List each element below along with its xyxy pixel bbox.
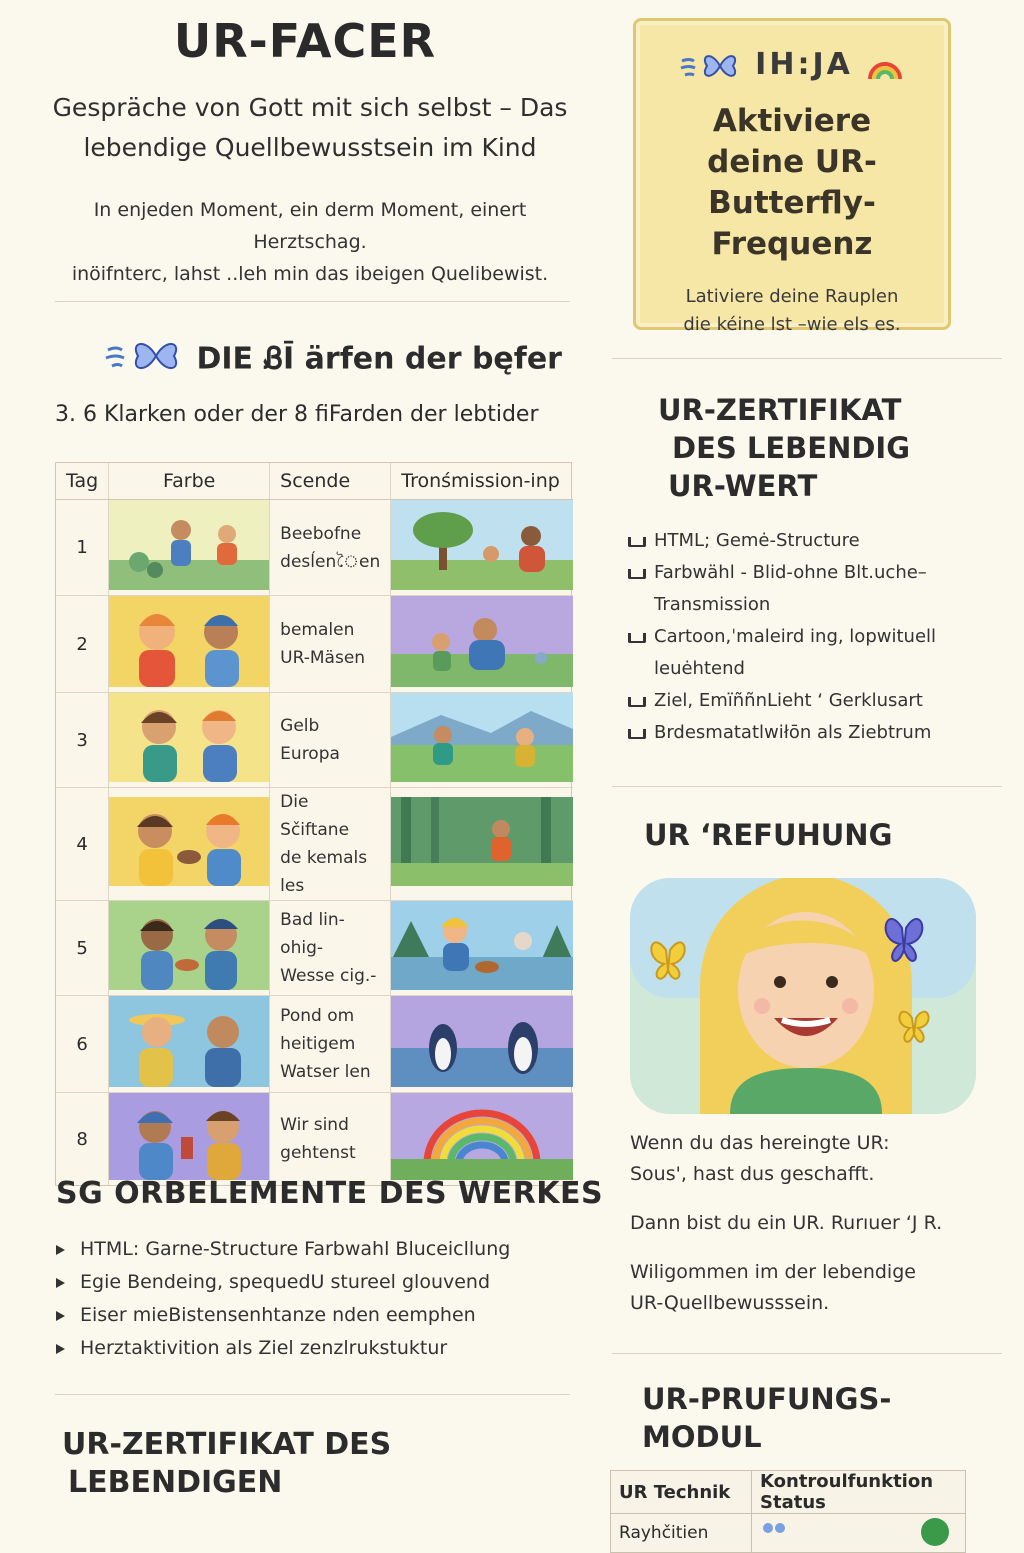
intro-text <box>40 194 580 290</box>
transmission-image <box>391 693 574 788</box>
divider <box>55 1394 570 1395</box>
scene-line: Wesse cig.- <box>280 966 377 986</box>
intro-line-2: inöifnterc, lahst ..leh min das ibeigen Quelibewist. <box>71 263 549 285</box>
butterfly-frequency-card <box>633 18 951 335</box>
farbe-image <box>109 500 270 596</box>
farbe-image <box>109 788 270 901</box>
colors-subheading: 3. 6 Klarken oder der 8 ﬁFarden der lebtider <box>55 402 539 427</box>
cert-right-heading <box>658 391 910 505</box>
scene-line: Watser len <box>280 1062 371 1082</box>
transmission-image <box>391 500 574 596</box>
list-item: Herztaktivition als Ziel zenzlrukstuktur <box>52 1332 592 1365</box>
day-number: 3 <box>56 693 109 788</box>
scene-cell <box>270 500 391 596</box>
cert-right-list <box>626 525 966 749</box>
divider <box>612 786 1002 787</box>
technik-cell: Rayhčitien <box>611 1514 752 1553</box>
list-item: Brdesmatatlwiłōn als Ziebtrum <box>626 717 966 749</box>
scene-line: desĺenৈen <box>280 551 381 572</box>
scene-line: de kemals les <box>280 848 368 896</box>
table-row <box>611 1514 965 1553</box>
scene-line: Gelb <box>280 716 320 736</box>
table-row <box>56 1093 573 1186</box>
scene-cell <box>270 996 391 1093</box>
scene-cell <box>270 693 391 788</box>
col-header-status: Kontroulfunktion Status <box>752 1471 966 1514</box>
scene-cell <box>270 788 391 901</box>
divider <box>612 1353 1002 1354</box>
status-cell <box>752 1514 966 1553</box>
fuhrung-paragraph-1: Wenn du das hereingte UR: Sous', hast dus geschafft. <box>630 1132 890 1185</box>
list-item: HTML: Garne-Structure Farbwahl Bluceicllung <box>52 1233 592 1266</box>
butterfly-icon <box>104 336 186 384</box>
fuhrung-paragraph-3: Wiligommen im der lebendige UR-Quellbewusssein. <box>630 1261 916 1314</box>
children-illustration <box>109 1093 269 1180</box>
scene-line: Europa <box>280 744 340 764</box>
table-row <box>56 788 573 901</box>
penguins-illustration <box>391 996 573 1087</box>
col-header-scene: Scende <box>270 463 391 500</box>
fuhrung-paragraph-2: Dann bist du ein UR. Rurıuer ʻJ R. <box>630 1212 943 1234</box>
children-illustration <box>109 596 269 687</box>
butterfly-icon <box>680 49 742 83</box>
children-illustration <box>109 996 269 1087</box>
scene-line: Die Sčiftane <box>280 792 350 840</box>
card-text-line-1: Lativiere deine Rauplen <box>685 285 899 307</box>
scene-cell <box>270 1093 391 1186</box>
card-text-line-2: die kéine lst –wie els es. <box>683 313 901 335</box>
col-header-tag: Tag <box>56 463 109 500</box>
farbe-image <box>109 693 270 788</box>
scene-cell <box>270 901 391 996</box>
scene-line: Beebofne <box>280 523 362 544</box>
scene-line: gehtenst <box>280 1143 356 1163</box>
scene-line: heitigem <box>280 1034 356 1054</box>
pruefung-heading-line-2: MODUL <box>642 1420 762 1454</box>
card-heading: Aktiviere deine UR-Butterfly-Frequenz <box>707 102 877 262</box>
table-header-row <box>611 1471 965 1514</box>
transmission-image <box>391 1093 574 1186</box>
transmission-image <box>391 596 574 693</box>
cert-right-heading-line-2: DES LEBENDIG <box>672 431 911 465</box>
cert-right-heading-line-1: UR-ZERTIFIKAT <box>658 393 902 427</box>
table-row <box>56 500 573 596</box>
farbe-image <box>109 596 270 693</box>
meadow-scene-illustration <box>391 693 573 782</box>
colors-heading <box>104 336 562 384</box>
rainbow-illustration <box>391 1093 573 1180</box>
page-title: UR-FACER <box>173 14 437 68</box>
scene-line: Bad lin-ohig- <box>280 910 345 958</box>
list-item: Farbwähl - Blid-ohne Blt.uche–Transmission <box>626 557 966 621</box>
col-header-technik: UR Technik <box>611 1471 752 1514</box>
farbe-image <box>109 1093 270 1186</box>
intro-line-1: In enjeden Moment, ein derm Moment, einert Herztschag. <box>93 199 527 253</box>
children-illustration <box>109 693 269 782</box>
rainbow-icon <box>866 51 904 81</box>
card-brand <box>636 47 948 83</box>
list-item: Ziel, EmïññnLieht ʻ Gerklusart <box>626 685 966 717</box>
hug-scene-illustration <box>391 596 573 687</box>
farbe-image <box>109 901 270 996</box>
card-brand-text: IH:JA <box>755 47 853 82</box>
list-item: Egie Bendeing, spequedU stureel glouvend <box>52 1266 592 1299</box>
scene-line: bemalen <box>280 620 355 640</box>
scene-line: Pond om <box>280 1006 355 1026</box>
card-text <box>636 283 948 339</box>
children-illustration <box>109 901 269 990</box>
transmission-image <box>391 996 574 1093</box>
table-header-row <box>56 463 573 500</box>
page-subtitle: Gespräche von Gott mit sich selbst – Das lebendige Quellbewusstsein im Kind <box>52 93 568 162</box>
cert-right-heading-line-3: UR-WERT <box>668 469 818 503</box>
table-row <box>56 901 573 996</box>
cert-left-heading-line-2: LEBENDIGEN <box>68 1465 283 1500</box>
table-row <box>56 693 573 788</box>
day-number: 6 <box>56 996 109 1093</box>
day-number: 8 <box>56 1093 109 1186</box>
list-item: Cartoon,ˈmaleird ing, lopwituell leuėhtend <box>626 621 966 685</box>
list-item: HTML; Gemė-Structure <box>626 525 966 557</box>
transmission-image <box>391 788 574 901</box>
forest-scene-illustration <box>391 797 573 886</box>
table-row <box>56 596 573 693</box>
col-header-farbe: Farbe <box>109 463 270 500</box>
divider <box>55 301 570 302</box>
day-number: 5 <box>56 901 109 996</box>
scene-cell <box>270 596 391 693</box>
scene-line: UR-Mäsen <box>280 648 366 668</box>
children-illustration <box>109 797 269 886</box>
table-row <box>56 996 573 1093</box>
status-dot <box>921 1518 949 1546</box>
girl-illustration <box>630 878 976 1114</box>
children-illustration <box>109 500 269 590</box>
farbe-image <box>109 996 270 1093</box>
pruefung-heading-line-1: UR-PRUFUNGS- <box>642 1382 892 1416</box>
cert-left-heading-line-1: UR-ZERTIFIKAT DES <box>62 1427 392 1462</box>
transmission-image <box>391 901 574 996</box>
color-days-table <box>55 462 572 1186</box>
colors-heading-text: DIE ᏰĪ ärfen der bęfer <box>196 341 562 377</box>
list-item: Eiser mieBistensenhtanze nden eemphen <box>52 1299 592 1332</box>
pruefung-table <box>610 1470 966 1553</box>
day-number: 4 <box>56 788 109 901</box>
picnic-scene-illustration <box>391 901 573 990</box>
scene-line: Wir sind <box>280 1115 349 1135</box>
day-number: 2 <box>56 596 109 693</box>
divider <box>612 358 1002 359</box>
tree-scene-illustration <box>391 500 573 590</box>
col-header-transmission: Tronśmission-inp <box>391 463 574 500</box>
butterfly-icon <box>760 1520 790 1541</box>
elements-heading: SG ORBELEMENTE DES WERKES <box>56 1176 604 1211</box>
day-number: 1 <box>56 500 109 596</box>
pruefung-heading <box>642 1380 891 1456</box>
cert-left-heading <box>62 1426 391 1502</box>
fuhrung-heading: UR ʻREFUHUNG <box>644 818 893 852</box>
elements-list <box>52 1233 592 1365</box>
